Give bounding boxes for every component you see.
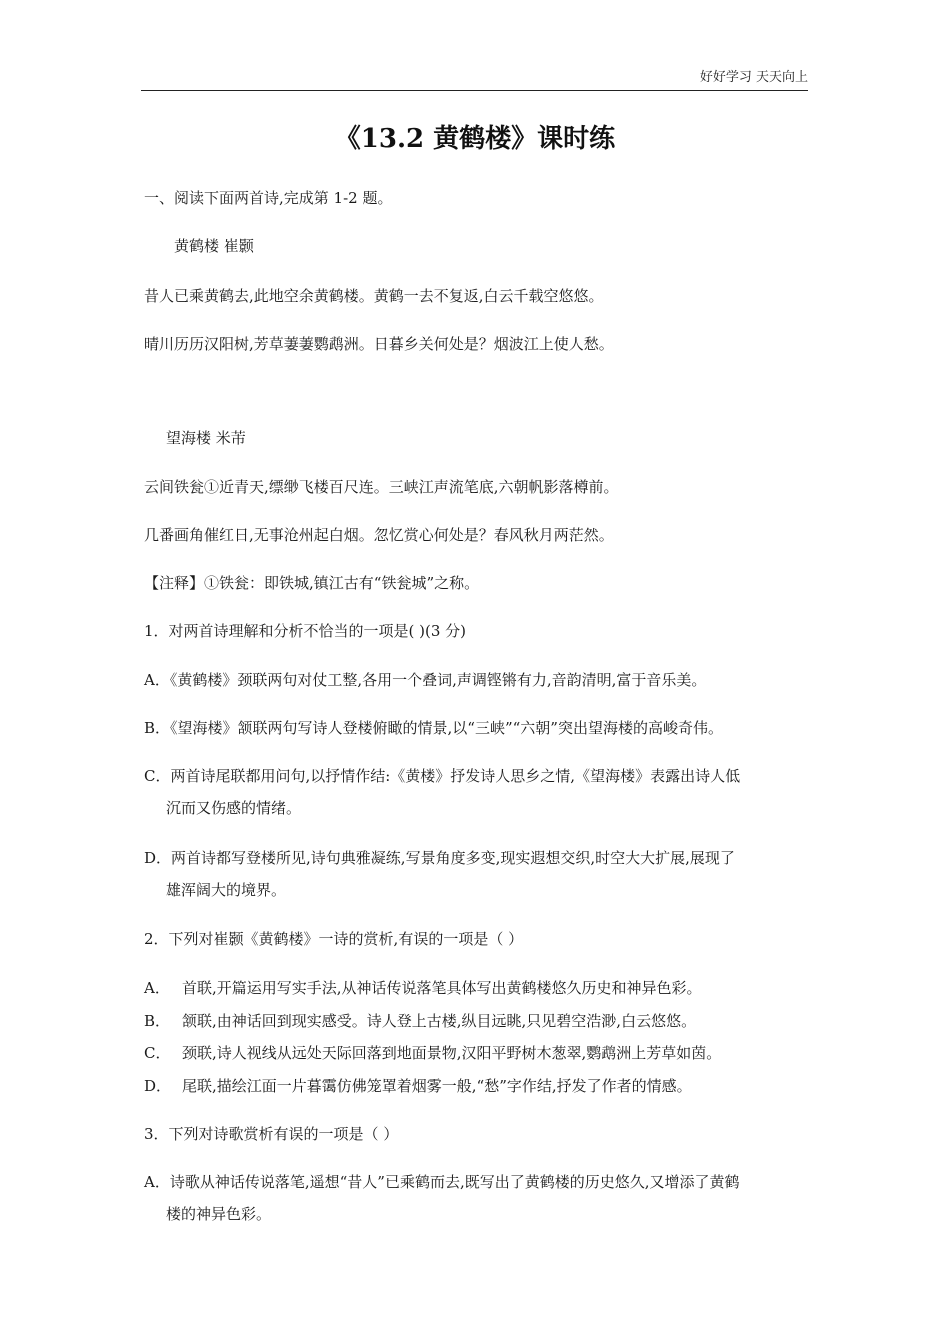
- q3-stem: 3．下列对诗歌赏析有误的一项是（ ）: [144, 1125, 399, 1143]
- poem2-title: 望海楼 米芾: [166, 429, 246, 447]
- q2-option-a-letter: A．: [144, 979, 170, 997]
- q3-option-a: [144, 1166, 814, 1230]
- q2-option-c-letter: C．: [144, 1044, 171, 1062]
- q1-option-b: B．《望海楼》颔联两句写诗人登楼俯瞰的情景,以“三峡”“六朝”突出望海楼的高峻奇伟。: [144, 719, 723, 737]
- q2-option-b: [144, 1011, 696, 1031]
- q1-option-c-line2: 沉而又伤感的情绪。: [166, 799, 302, 817]
- q1-option-d-line1: D．两首诗都写登楼所见,诗句典雅凝练,写景角度多变,现实遐想交织,时空大大扩展,展现了: [144, 849, 735, 867]
- q1-option-d-line2: 雄浑阔大的境界。: [166, 881, 287, 899]
- q2-option-a: [144, 978, 702, 998]
- q3-option-a-line2: 楼的神异色彩。: [166, 1205, 272, 1223]
- poem1-line-1: 昔人已乘黄鹤去,此地空余黄鹤楼。黄鹤一去不复返,白云千载空悠悠。: [144, 287, 604, 305]
- q2-option-b-text: 颔联,由神话回到现实感受。诗人登上古楼,纵目远眺,只见碧空浩渺,白云悠悠。: [182, 1012, 697, 1030]
- q2-option-c-text: 颈联,诗人视线从远处天际回落到地面景物,汉阳平野树木葱翠,鹦鹉洲上芳草如茵。: [182, 1044, 722, 1062]
- q2-option-d-text: 尾联,描绘江面一片暮霭仿佛笼罩着烟雾一般,“愁”字作结,抒发了作者的情感。: [182, 1077, 692, 1095]
- q2-option-c: [144, 1043, 721, 1063]
- q1-stem: 1．对两首诗理解和分析不恰当的一项是( )(3 分): [144, 622, 467, 640]
- poem2-line-1: 云间铁瓮①近青天,缥缈飞楼百尺连。三峡江声流笔底,六朝帆影落樽前。: [144, 478, 619, 496]
- poem2-note: 【注释】①铁瓮：即铁城,镇江古有“铁瓮城”之称。: [144, 574, 480, 592]
- q1-option-c: [144, 760, 814, 824]
- q3-option-a-line1: A．诗歌从神话传说落笔,遥想“昔人”已乘鹤而去,既写出了黄鹤楼的历史悠久,又增添了黄鹤: [144, 1173, 740, 1191]
- poem1-line-2: 晴川历历汉阳树,芳草萋萋鹦鹉洲。日暮乡关何处是？烟波江上使人愁。: [144, 335, 614, 353]
- q2-option-d-letter: D．: [144, 1077, 172, 1095]
- poem2-line-2: 几番画角催红日,无事沧州起白烟。忽忆赏心何处是？春风秋月两茫然。: [144, 526, 614, 544]
- q1-option-a: A．《黄鹤楼》颈联两句对仗工整,各用一个叠词,声调铿锵有力,音韵清明,富于音乐美。: [144, 671, 707, 689]
- poem1-title: 黄鹤楼 崔颢: [174, 237, 254, 255]
- q1-option-d: [144, 842, 814, 906]
- header-motto: 好好学习 天天向上: [699, 70, 808, 85]
- page-title: 《13.2 黄鹤楼》课时练: [334, 124, 616, 154]
- q1-option-c-line1: C．两首诗尾联都用问句,以抒情作结:《黄楼》抒发诗人思乡之情,《望海楼》表露出诗人低: [144, 767, 741, 785]
- q2-option-d: [144, 1076, 692, 1096]
- q2-option-b-letter: B．: [144, 1012, 171, 1030]
- section-instruction: 一、阅读下面两首诗,完成第 1-2 题。: [144, 189, 393, 207]
- header-divider: [141, 90, 808, 91]
- q2-stem: 2．下列对崔颢《黄鹤楼》一诗的赏析,有误的一项是（ ）: [144, 930, 524, 948]
- q2-option-a-text: 首联,开篇运用写实手法,从神话传说落笔具体写出黄鹤楼悠久历史和神异色彩。: [182, 979, 702, 997]
